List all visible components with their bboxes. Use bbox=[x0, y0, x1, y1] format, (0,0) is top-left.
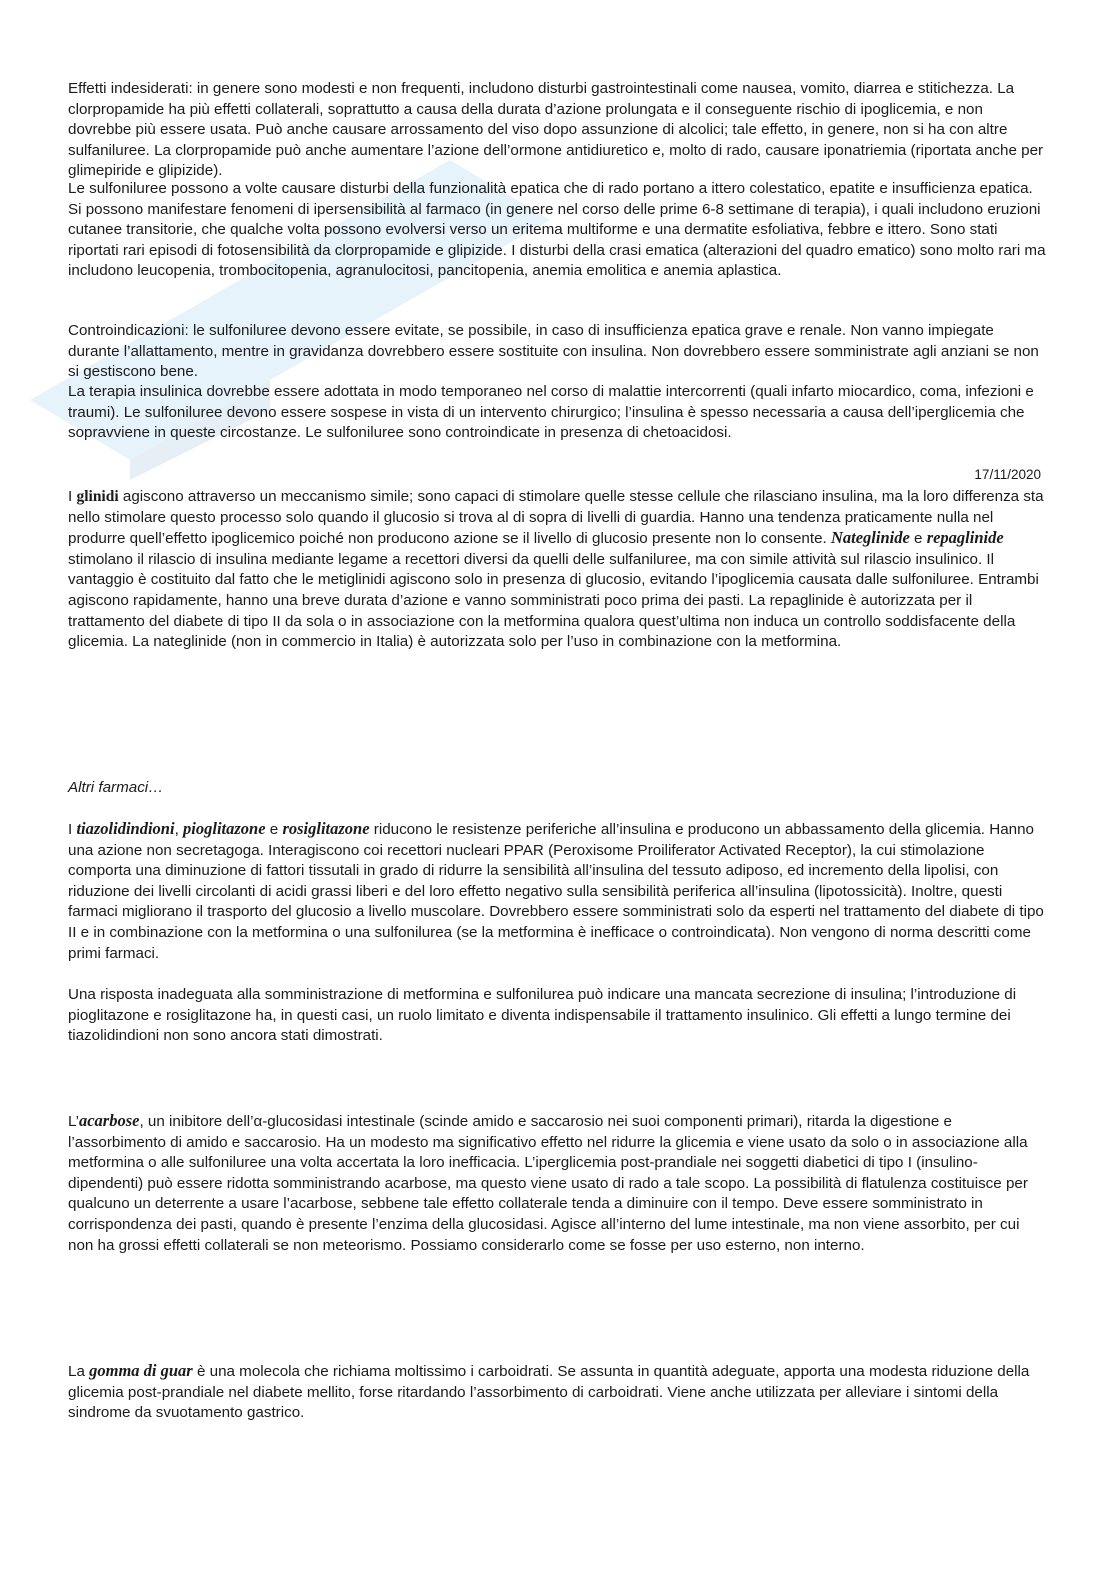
paragraph-side-effects: Effetti indesiderati: in genere sono modesti e non frequenti, includono disturbi gastrointestinali come nausea, vomito, diarrea e stitichezza. La clorpropamide ha più effetti collaterali, soprattutto a causa della durata d’azione prolungata e il conseguente rischio di ipoglicemia, e non dovrebbe più essere usata. Può anche causare arrossamento del viso dopo assunzione di alcolici; tale effetto, in genere, non si ha con altre sulfaniluree. La clorpropamide può anche aumentare l’azione dell’ormone antidiuretico e, molto di rado, causare iponatriemia (riportata anche per glimepiride e glipizide). bbox=[68, 80, 1044, 180]
section-heading-altri-farmaci: Altri farmaci… bbox=[68, 779, 164, 796]
term-acarbose: acarbose bbox=[78, 1111, 140, 1130]
paragraph-inadequate-response: Una risposta inadeguata alla somministrazione di metformina e sulfonilurea può indicare una mancata secrezione di insulina; l’introduzione di pioglitazone e rosiglitazone ha, in questi casi, un ruolo limitato e diventa indispensabile il trattamento insulinico. Gli effetti a lungo termine dei tiazolidindioni non sono ancora stati dimostrati. bbox=[68, 986, 1017, 1045]
lecture-date: 17/11/2020 bbox=[974, 467, 1041, 482]
term-tiazolidindioni: tiazolidindioni bbox=[76, 819, 175, 838]
term-pioglitazone: pioglitazone bbox=[183, 819, 266, 838]
term-glinidi: glinidi bbox=[76, 488, 119, 505]
paragraph-insulin-therapy: La terapia insulinica dovrebbe essere adottata in modo temporaneo nel corso di malattie intercorrenti (quali infarto miocardico, coma, infezioni e traumi). Le sulfoniluree devono essere sospese in vista di un intervento chirurgico; l’insulina è spesso necessaria a causa dell’iperglicemia che sopravviene in queste circostanze. Le sulfoniluree sono controindicate in presenza di chetoacidosi. bbox=[68, 383, 1034, 442]
term-repaglinide: repaglinide bbox=[926, 528, 1004, 548]
term-rosiglitazone: rosiglitazone bbox=[282, 819, 370, 838]
paragraph-hepatic-disorders: Le sulfoniluree possono a volte causare disturbi della funzionalità epatica che di rado portano a ittero colestatico, epatite e insufficienza epatica. Si possono manifestare fenomeni di ipersensibilità al farmaco (in genere nel corso delle prime 6-8 settimane di terapia), i quali includono eruzioni cutanee transitorie, che qualche volta possono evolversi verso un eritema multiforme e una dermatite esfoliativa, febbre e ittero. Sono stati riportati rari episodi di fotosensibilità da clorpropamide e glipizide. I disturbi della crasi ematica (alterazioni del quadro ematico) sono molto rari ma includono leucopenia, trombocitopenia, agranulocitosi, pancitopenia, anemia emolitica e anemia aplastica. bbox=[68, 180, 1046, 280]
term-nateglinide: Nateglinide bbox=[830, 528, 910, 548]
paragraph-tiazolidindioni: I tiazolidindioni, pioglitazone e rosiglitazone riducono le resistenze periferiche all’insulina e producono un abbassamento della glicemia. Hanno una azione non secretagoga. Interagiscono coi recettori nucleari PPAR (Peroxisome Proiliferator Activated Receptor), la cui stimolazione comporta una diminuzione di fattori tissutali in grado di ridurre la sensibilità all’insulina del tessuto adiposo, ed incremento della lipolisi, con riduzione dei livelli circolanti di acidi grassi liberi e del loro effetto negativo sulla sensibilità periferica all’insulina (lipotossicità). Inoltre, questi farmaci migliorano il trasporto del glucosio a livello muscolare. Dovrebbero essere somministrati solo da esperti nel trattamento del diabete di tipo II e in combinazione con la metformina o una sulfonilurea (se la metformina è inefficace o controindicata). Non vengono di norma descritti come primi farmaci. bbox=[68, 819, 1044, 962]
term-gomma-di-guar: gomma di guar bbox=[89, 1361, 193, 1380]
paragraph-glinidi: I glinidi agiscono attraverso un meccanismo simile; sono capaci di stimolare quelle stesse cellule che rilasciano insulina, ma la loro differenza sta nello stimolare questo processo solo quando il glucosio si trova al di sopra di livelli di guardia. Hanno una tendenza praticamente nulla nel produrre quell’effetto ipoglicemico poiché non producono azione se il livello di glucosio presente non lo consente. Nateglinide e repaglinide stimolano il rilascio di insulina mediante legame a recettori diversi da quelli delle sulfaniluree, ma con simile attività sul rilascio insulinico. Il vantaggio è costituito dal fatto che le metiglinidi agiscono solo in presenza di glucosio, evitando l’ipoglicemia causata dalle sulfoniluree. Entrambi agiscono rapidamente, hanno una breve durata d’azione e vanno somministrati poco prima dei pasti. La repaglinide è autorizzata per il trattamento del diabete di tipo II da sola o in associazione con la metformina qualora quest’ultima non induca un controllo soddisfacente della glicemia. La nateglinide (non in commercio in Italia) è autorizzata solo per l’uso in combinazione con la metformina. bbox=[68, 488, 1044, 651]
paragraph-contraindications: Controindicazioni: le sulfoniluree devono essere evitate, se possibile, in caso di insufficienza epatica grave e renale. Non vanno impiegate durante l’allattamento, mentre in gravidanza dovrebbero essere sostituite con insulina. Non dovrebbero essere somministrate agli anziani se non si gestiscono bene. bbox=[68, 322, 1039, 381]
paragraph-acarbose: L’acarbose, un inibitore dell’α-glucosidasi intestinale (scinde amido e saccarosio nei suoi componenti primari), ritarda la digestione e l’assorbimento di amido e saccarosio. Ha un modesto ma significativo effetto nel ridurre la glicemia e viene usato da solo o in associazione alla metformina o alle sulfoniluree una volta accertata la loro inefficacia. L’iperglicemia post-prandiale nei soggetti diabetici di tipo I (insulino-dipendenti) può essere ridotta somministrando acarbose, ma questo viene usato di rado a tale scopo. La possibilità di flatulenza costituisce per qualcuno un deterrente a usare l’acarbose, sebbene tale effetto collaterale tenda a diminuire con il tempo. Deve essere somministrato in corrispondenza dei pasti, quando è presente l’enzima della glucosidasi. Agisce all’interno del lume intestinale, ma non viene assorbito, per cui non ha grossi effetti collaterali se non meteorismo. Possiamo considerarlo come se fosse per uso esterno, non interno. bbox=[68, 1111, 1028, 1254]
paragraph-gomma-di-guar: La gomma di guar è una molecola che richiama moltissimo i carboidrati. Se assunta in quantità adeguate, apporta una modesta riduzione della glicemia post-prandiale nel diabete mellito, forse ritardando l’assorbimento di carboidrati. Viene anche utilizzata per alleviare i sintomi della sindrome da svuotamento gastrico. bbox=[68, 1361, 1030, 1422]
